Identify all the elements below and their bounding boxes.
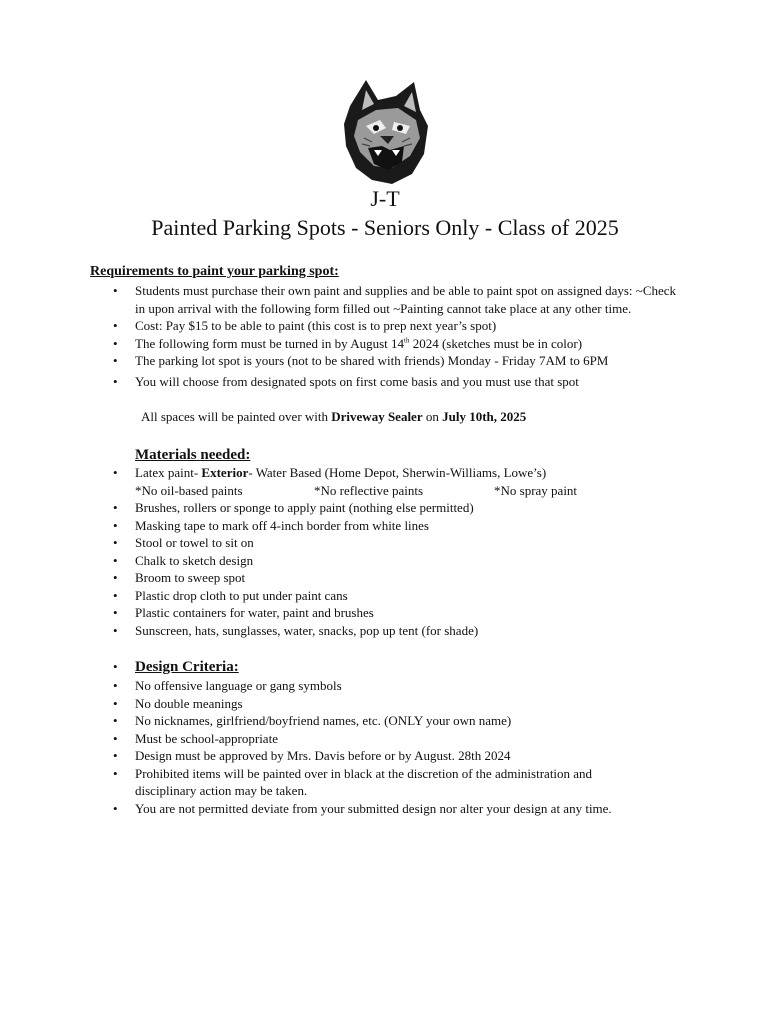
list-item: • Design must be approved by Mrs. Davis before or by August. 28th 2024 [113,748,511,763]
bullet-icon: • [113,730,118,746]
list-item: • Students must purchase their own paint and supplies and be able to paint spot on assigned days: ~Check in upon arrival with the following form filled out ~Painting cannot take place at any other time. [113,283,677,316]
list-item: • Broom to sweep spot [113,570,246,585]
bullet-icon: • [113,713,118,728]
list-item: • You are not permitted deviate from your submitted design nor alter your design at any time. [113,800,612,816]
page-title: Painted Parking Spots - Seniors Only - Class of 2025 [151,215,619,240]
list-item: • Must be school-appropriate [113,730,278,746]
design-list [0,657,695,817]
list-item: • Brushes, rollers or sponge to apply paint (nothing else permitted) [113,500,474,515]
bullet-icon: • [113,678,118,693]
list-item: • Latex paint- Exterior- Water Based (Home Depot, Sherwin-Williams, Lowe’s) [113,465,547,480]
bullet-icon: • [113,318,118,333]
bullet-icon: • [113,622,118,638]
list-item: • Chalk to sketch design [113,552,254,568]
bullet-icon: • [113,659,118,674]
list-item: • Plastic drop cloth to put under paint cans [113,587,348,603]
requirements-list [0,282,695,390]
list-item: • Plastic containers for water, paint and brushes [113,605,374,620]
bullet-icon: • [113,353,118,368]
bullet-icon: • [113,605,118,620]
bullet-icon: • [113,283,118,298]
sealer-note: All spaces will be painted over with Driveway Sealer on July 10th, 2025 [141,409,527,424]
bullet-icon: • [113,517,118,533]
wildcat-mascot-icon [336,76,436,186]
bullet-icon: • [113,570,118,585]
bullet-icon: • [113,552,118,568]
requirements-heading: Requirements to paint your parking spot: [90,264,339,279]
bullet-icon: • [113,695,118,711]
bullet-icon: • [113,465,118,480]
bullet-icon: • [113,535,118,550]
school-name: J-T [370,186,400,211]
materials-heading: Materials needed: [135,447,251,463]
design-heading: Design Criteria: [135,659,239,675]
list-item: • No nicknames, girlfriend/boyfriend names, etc. (ONLY your own name) [113,713,512,728]
design-heading-item [0,657,695,677]
list-item: • The parking lot spot is yours (not to be shared with friends) Monday - Friday 7AM to 6PM [113,353,609,368]
list-item: • Stool or towel to sit on [113,535,254,550]
list-item: • Cost: Pay $15 to be able to paint (this cost is to prep next year’s spot) [113,318,497,333]
bullet-icon: • [113,335,118,351]
bullet-icon: • [113,500,118,515]
list-item: • The following form must be turned in by August 14th 2024 (sketches must be in color) [113,335,583,351]
list-item: • Sunscreen, hats, sunglasses, water, snacks, pop up tent (for shade) [113,622,479,638]
bullet-icon: • [113,765,118,781]
list-item: • Prohibited items will be painted over in black at the discretion of the administration and disciplinary action may be taken. [113,765,593,798]
list-item: • Masking tape to mark off 4-inch border from white lines [113,517,429,533]
materials-list [0,464,695,639]
list-item: • No offensive language or gang symbols [113,678,342,693]
bullet-icon: • [113,373,118,389]
bullet-icon: • [113,748,118,763]
bullet-icon: • [113,587,118,603]
list-item: • You will choose from designated spots on first come basis and you must use that spot [113,373,579,389]
bullet-icon: • [113,800,118,816]
list-item: • No double meanings [113,695,243,711]
materials-notes: *No oil-based paints *No reflective paints *No spray paint [135,482,578,498]
